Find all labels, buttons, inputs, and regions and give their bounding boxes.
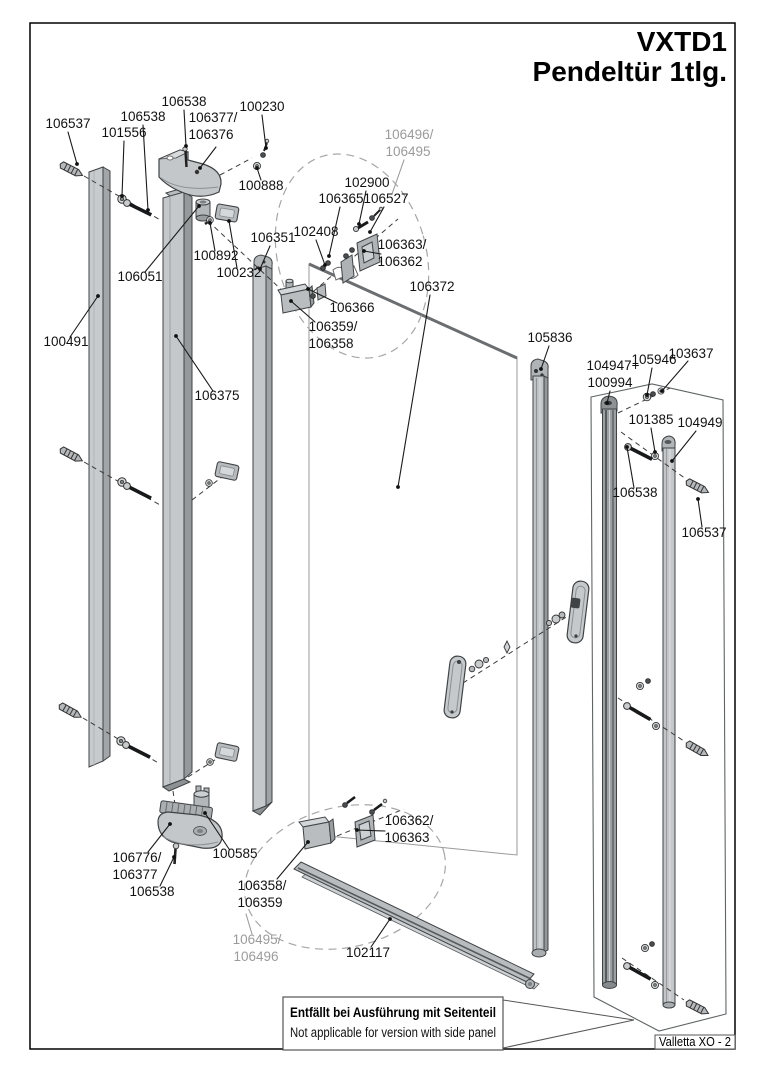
door-profile-105836 <box>531 359 548 957</box>
part-label-104947: 104947+ <box>586 358 640 373</box>
part-label-100232: 100232 <box>216 265 262 280</box>
part-label-102900: 102900 <box>344 175 390 190</box>
part-label-106359: 106359/ <box>308 319 358 334</box>
part-label-100230: 100230 <box>239 99 285 114</box>
part-label-106495: 106495/ <box>232 932 282 947</box>
part-label-101385: 101385 <box>628 412 674 427</box>
part-label-105946: 105946 <box>631 352 677 367</box>
door-profile-106375 <box>163 187 193 791</box>
part-label-106377: 106377/ <box>188 110 238 125</box>
wall-profile-104949 <box>662 436 675 1008</box>
footer-plate <box>655 1035 735 1049</box>
part-label-106363: 106363 <box>384 830 430 845</box>
part-label-106362: 106362/ <box>384 813 434 828</box>
part-label-106537: 106537 <box>45 116 91 131</box>
part-label-100994: 100994 <box>587 375 633 390</box>
part-label-106495: 106495 <box>385 144 431 159</box>
part-label-100585: 100585 <box>212 846 258 861</box>
part-label-106538: 106538 <box>120 109 166 124</box>
part-label-106538: 106538 <box>129 884 175 899</box>
part-label-102408: 102408 <box>293 224 339 239</box>
part-label-105836: 105836 <box>527 330 573 345</box>
part-label-106538: 106538 <box>161 94 207 109</box>
part-label-106376: 106376 <box>188 127 234 142</box>
part-label-101556: 101556 <box>101 125 147 140</box>
stopper-block-100232 <box>215 204 239 223</box>
part-label-106372: 106372 <box>409 279 455 294</box>
part-label-106362: 106362 <box>377 254 423 269</box>
part-label-106538: 106538 <box>612 485 658 500</box>
part-label-100888: 100888 <box>238 178 284 193</box>
part-label-106537: 106537 <box>681 525 727 540</box>
part-label-106051: 106051 <box>117 269 163 284</box>
part-label-106375: 106375 <box>194 388 240 403</box>
part-label-100491: 100491 <box>43 334 89 349</box>
part-label-106377: 106377 <box>112 867 158 882</box>
part-label-106351: 106351 <box>250 230 296 245</box>
part-label-106527: 106527 <box>363 191 409 206</box>
note-text-en: Not applicable for version with side panel <box>290 1025 496 1040</box>
part-label-100892: 100892 <box>193 248 239 263</box>
page-title-line2: Pendeltür 1tlg. <box>532 56 727 87</box>
seal-profile-106351 <box>253 255 272 815</box>
part-label-103637: 103637 <box>668 346 714 361</box>
part-label-104949: 104949 <box>677 415 723 430</box>
part-label-106363: 106363/ <box>377 237 427 252</box>
part-label-106496: 106496 <box>233 949 279 964</box>
page-title-line1: VXTD1 <box>636 26 727 57</box>
part-label-106776: 106776/ <box>112 850 162 865</box>
footer-plate-text: Valletta XO - 2 <box>659 1035 732 1049</box>
part-label-106365: 106365 <box>318 191 364 206</box>
part-label-106366: 106366 <box>329 300 375 315</box>
part-label-106358: 106358/ <box>237 878 287 893</box>
part-label-102117: 102117 <box>345 945 391 960</box>
part-label-106359: 106359 <box>237 895 283 910</box>
part-label-106358: 106358 <box>308 336 354 351</box>
part-label-106496: 106496/ <box>384 127 434 142</box>
note-text-de: Entfällt bei Ausführung mit Seitenteil <box>290 1005 496 1020</box>
